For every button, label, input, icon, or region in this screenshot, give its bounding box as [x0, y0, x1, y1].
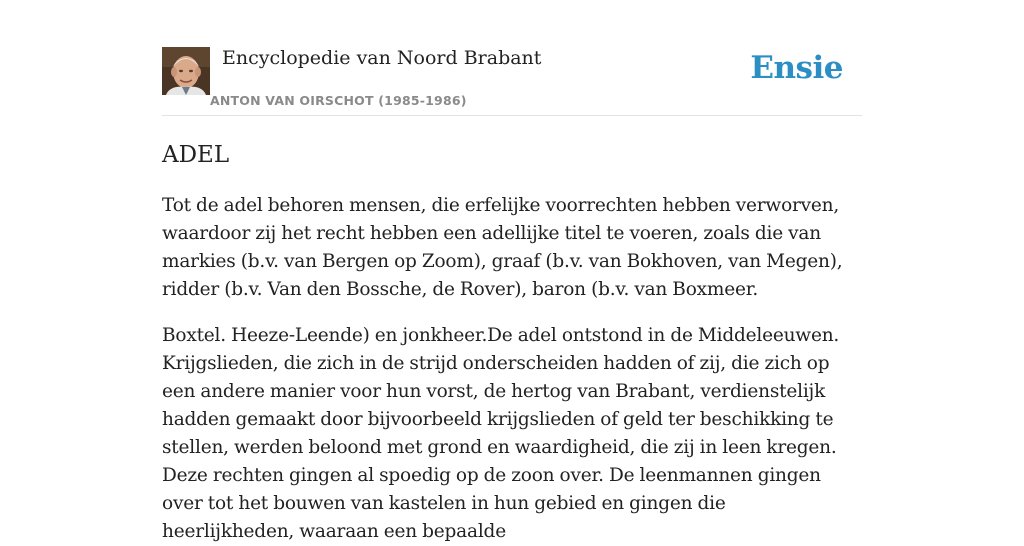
article-body	[162, 192, 862, 546]
author-name[interactable]: ANTON VAN OIRSCHOT (1985-1986)	[210, 93, 467, 108]
header-divider	[162, 115, 862, 116]
site-title[interactable]: Encyclopedie van Noord Brabant	[222, 47, 542, 69]
article-paragraph: Boxtel. Heeze-Leende) en jonkheer.De adel ontstond in de Middeleeuwen. Krijgslieden, die zich in de strijd onderscheiden hadden of zij, die zich op een andere manier voor hun vorst, de hertog van Brabant, verdienstelijk hadden gemaakt door bijvoorbeeld krijgslieden of geld ter beschikking te stellen, werden beloond met grond en waardigheid, die zij in leen kregen. Deze rechten gingen al spoedig op de zoon over. De leenmannen gingen over tot het bouwen van kastelen in hun gebied en gingen die heerlijkheden, waaraan een bepaalde	[162, 325, 840, 542]
header	[162, 46, 862, 116]
brand-logo[interactable]: Ensie	[750, 50, 843, 86]
article	[162, 140, 862, 546]
article-title: ADEL	[162, 142, 230, 168]
article-paragraph: Tot de adel behoren mensen, die erfelijke voorrechten hebben verworven, waardoor zij het recht hebben een adellijke titel te voeren, zoals die van markies (b.v. van Bergen op Zoom), graaf (b.v. van Bokhoven, van Megen), ridder (b.v. Van den Bossche, de Rover), baron (b.v. van Boxmeer.	[162, 195, 843, 300]
avatar[interactable]	[162, 47, 210, 95]
author-portrait-icon	[162, 47, 210, 95]
